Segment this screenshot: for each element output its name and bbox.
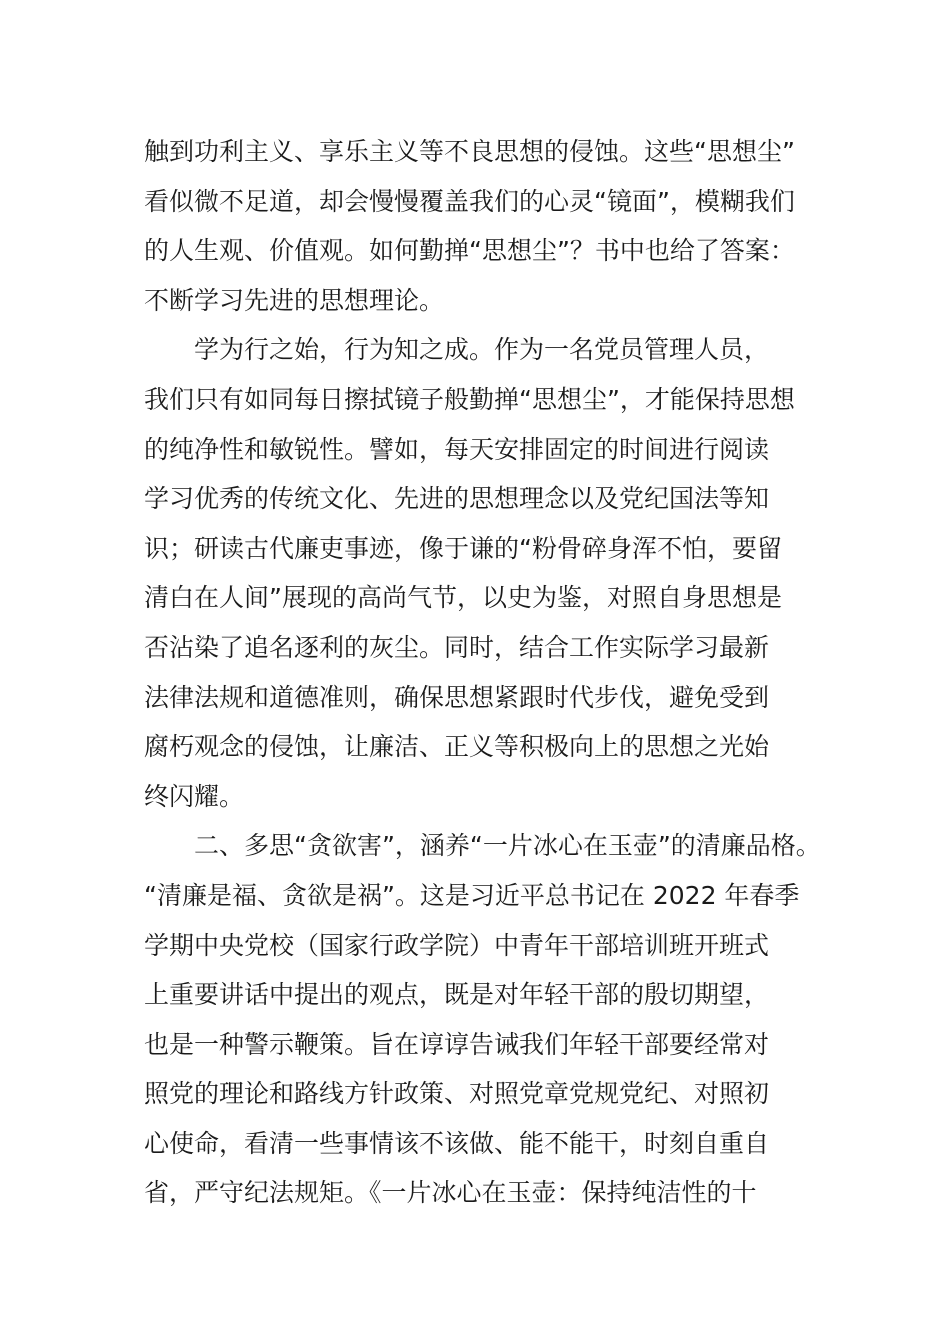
text-line: 的纯净性和敏锐性。譬如，每天安排固定的时间进行阅读	[144, 434, 770, 464]
text-line: 学期中央党校（国家行政学院）中青年干部培训班开班式	[144, 930, 770, 960]
paragraph-section-two	[144, 821, 820, 1218]
text-line: 照党的理论和路线方针政策、对照党章党规党纪、对照初	[144, 1079, 770, 1109]
paragraph-thought-dust	[144, 127, 820, 325]
text-line: 否沾染了追名逐利的灰尘。同时，结合工作实际学习最新	[144, 632, 770, 662]
text-line: 终闪耀。	[144, 781, 245, 811]
text-line: 省，严守纪法规矩。《一片冰心在玉壶：保持纯洁性的十	[144, 1178, 757, 1208]
text-line: 的人生观、价值观。如何勤掸“思想尘”？书中也给了答案：	[144, 236, 795, 266]
section-heading-line: 二、多思“贪欲害”，涵养“一片冰心在玉壶”的清廉品格。	[194, 831, 821, 861]
text-line: 学习优秀的传统文化、先进的思想理念以及党纪国法等知	[144, 484, 770, 514]
text-line: 识；研读古代廉吏事迹，像于谦的“粉骨碎身浑不怕，要留	[144, 533, 782, 563]
text-line: 清白在人间”展现的高尚气节，以史为鉴，对照自身思想是	[144, 583, 782, 613]
text-line: 也是一种警示鞭策。旨在谆谆告诫我们年轻干部要经常对	[144, 1029, 770, 1059]
text-line: “清廉是福、贪欲是祸”。这是习近平总书记在 2022 年春季	[144, 880, 800, 910]
text-line: 看似微不足道，却会慢慢覆盖我们的心灵“镜面”，模糊我们	[144, 186, 795, 216]
text-line: 腐朽观念的侵蚀，让廉洁、正义等积极向上的思想之光始	[144, 732, 770, 762]
text-line: 触到功利主义、享乐主义等不良思想的侵蚀。这些“思想尘”	[144, 137, 795, 166]
text-line: 不断学习先进的思想理论。	[144, 285, 445, 315]
text-line: 法律法规和道德准则，确保思想紧跟时代步伐，避免受到	[144, 682, 770, 712]
text-line: 心使命，看清一些事情该不该做、能不能干，时刻自重自	[144, 1128, 770, 1158]
text-line: 我们只有如同每日擦拭镜子般勤掸“思想尘”，才能保持思想	[144, 384, 795, 414]
text-line: 上重要讲话中提出的观点，既是对年轻干部的殷切期望，	[144, 980, 770, 1010]
paragraph-learning	[144, 325, 820, 821]
text-line: 学为行之始，行为知之成。作为一名党员管理人员，	[194, 335, 770, 365]
document-body	[144, 127, 820, 1218]
